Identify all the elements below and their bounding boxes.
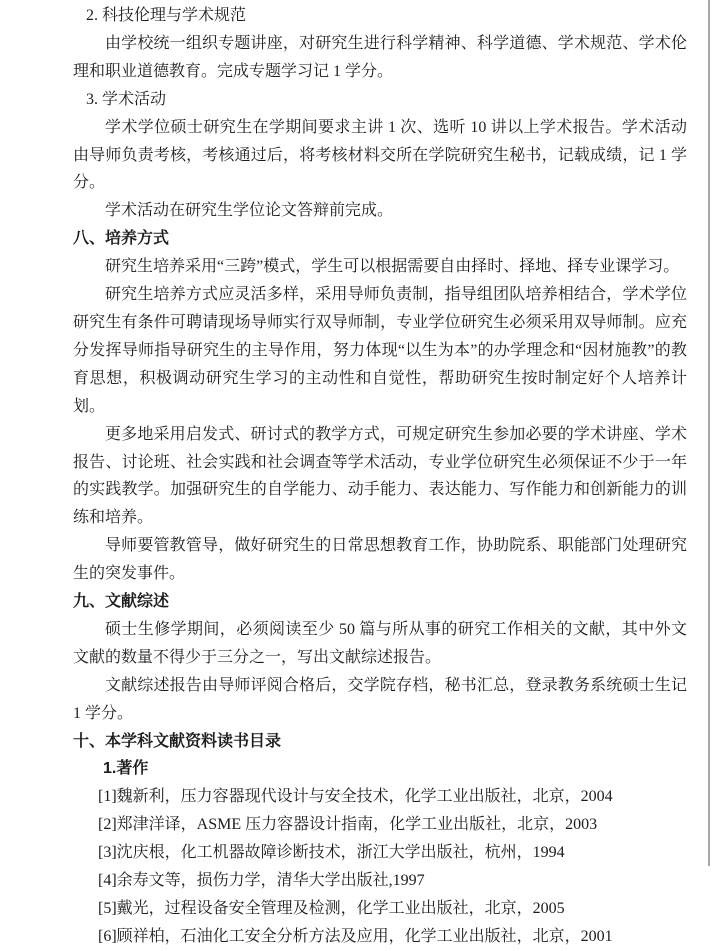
page-edge-line xyxy=(708,0,710,866)
paragraph: 硕士生修学期间，必须阅读至少 50 篇与所从事的研究工作相关的文献，其中外文文献的数量不得少于三分之一，写出文献综述报告。 xyxy=(73,620,687,666)
paragraph: 学术活动在研究生学位论文答辩前完成。 xyxy=(105,202,394,220)
reference-item: [6]顾祥柏，石油化工安全分析方法及应用，化学工业出版社，北京，2001 xyxy=(98,927,613,945)
numbered-subitem: 3. 学术活动 xyxy=(86,90,167,108)
section-heading-literature-review: 九、文献综述 xyxy=(73,593,170,611)
numbered-subitem: 2. 科技伦理与学术规范 xyxy=(86,7,247,24)
paragraph: 研究生培养方式应灵活多样，采用导师负责制，指导组团队培养相结合，学术学位研究生有条件可聘请现场导师实行双导师制，专业学位研究生必须采用双导师制。应充分发挥导师指导研究生的主导作用，努力体现“以生为本”的办学理念和“因材施教”的教育思想，积极调动研究生学习的主动性和自觉性，帮助研究生按时制定好个人培养计划。 xyxy=(73,286,687,415)
paragraph: 学术学位硕士研究生在学期间要求主讲 1 次、选听 10 讲以上学术报告。学术活动由导师负责考核，考核通过后，将考核材料交所在学院研究生秘书，记载成绩，记 1 学分。 xyxy=(73,118,687,192)
paragraph: 更多地采用启发式、研讨式的教学方式，可规定研究生参加必要的学术讲座、学术报告、讨论班、社会实践和社会调查等学术活动，专业学位研究生必须保证不少于一年的实践教学。加强研究生的自学能力、动手能力、表达能力、写作能力和创新能力的训练和培养。 xyxy=(73,425,687,527)
reference-item: [3]沈庆根，化工机器故障诊断技术，浙江大学出版社，杭州，1994 xyxy=(98,844,565,862)
section-heading-reading-list: 十、本学科文献资料读书目录 xyxy=(73,732,282,750)
reference-item: [5]戴光，过程设备安全管理及检测，化学工业出版社，北京，2005 xyxy=(98,900,565,917)
section-heading-training-mode: 八、培养方式 xyxy=(73,230,170,248)
sub-heading-books: 1.著作 xyxy=(103,760,149,778)
paragraph: 导师要管教管导，做好研究生的日常思想教育工作，协助院系、职能部门处理研究生的突发事件。 xyxy=(73,537,687,583)
paragraph: 由学校统一组织专题讲座，对研究生进行科学精神、科学道德、学术规范、学术伦理和职业道德教育。完成专题学习记 1 学分。 xyxy=(73,34,687,80)
reference-item: [4]余寿文等，损伤力学，清华大学出版社,1997 xyxy=(98,872,425,890)
paragraph: 文献综述报告由导师评阅合格后，交学院存档，秘书汇总，登录教务系统硕士生记 1 学分。 xyxy=(73,676,687,722)
document-body xyxy=(73,2,687,951)
reference-item: [1]魏新利，压力容器现代设计与安全技术，化学工业出版社，北京，2004 xyxy=(98,788,613,806)
reference-item: [2]郑津洋译，ASME 压力容器设计指南，化学工业出版社，北京，2003 xyxy=(98,816,598,834)
paragraph: 研究生培养采用“三跨”模式，学生可以根据需要自由择时、择地、择专业课学习。 xyxy=(105,258,680,276)
